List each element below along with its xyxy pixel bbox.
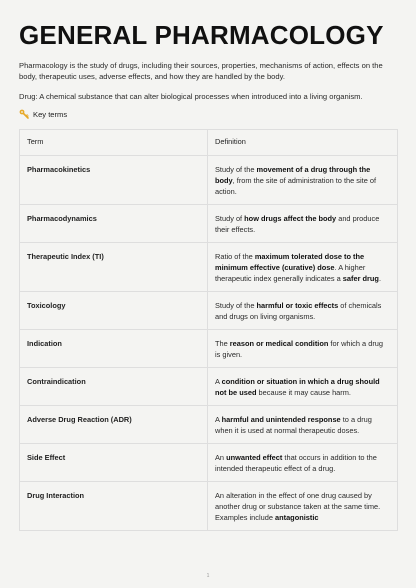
definition-cell xyxy=(208,368,398,406)
term-cell: Adverse Drug Reaction (ADR) xyxy=(20,406,208,444)
definition-cell xyxy=(208,243,398,292)
definition-emphasis: unwanted effect xyxy=(226,453,283,462)
definition-emphasis: reason or medical condition xyxy=(229,339,329,348)
definition-emphasis: condition or situation in which a drug should not be used xyxy=(215,377,380,397)
definition-text: The xyxy=(215,339,230,348)
definition-text: . A higher therapeutic index generally indicates a xyxy=(215,263,366,283)
table-row xyxy=(20,444,398,482)
definition-text: Study of the xyxy=(215,165,257,174)
definition-text: Study of xyxy=(215,214,245,223)
table-row xyxy=(20,243,398,292)
definition-text: , from the site of administration to the site of action. xyxy=(215,176,377,196)
term-cell: Therapeutic Index (TI) xyxy=(20,243,208,292)
key-terms-label: Key terms xyxy=(33,109,68,119)
page-title: GENERAL PHARMACOLOGY xyxy=(19,20,384,50)
term-cell: Drug Interaction xyxy=(20,482,208,531)
term-cell: Side Effect xyxy=(20,444,208,482)
definition-emphasis: maximum tolerated dose to the minimum effective (curative) dose xyxy=(215,252,365,272)
table-row xyxy=(20,406,398,444)
key-icon xyxy=(19,109,29,119)
definition-emphasis: safer drug xyxy=(342,274,379,283)
definition-cell xyxy=(208,205,398,243)
definition-cell xyxy=(208,444,398,482)
definition-emphasis: harmful and unintended response xyxy=(221,415,341,424)
term-cell: Indication xyxy=(20,330,208,368)
definition-text: An xyxy=(215,453,227,462)
definition-text: Study of the xyxy=(215,301,257,310)
page-number: 1 xyxy=(206,573,210,579)
term-cell: Toxicology xyxy=(20,292,208,330)
key-terms-table xyxy=(19,129,398,531)
intro-paragraph: Pharmacology is the study of drugs, including their sources, properties, mechanisms of action, effects on the body, therapeutic uses, adverse effects, and how they are handled by the body. xyxy=(19,61,383,81)
term-cell: Pharmacodynamics xyxy=(20,205,208,243)
definition-emphasis: how drugs affect the body xyxy=(244,214,337,223)
definition-text: that occurs in addition to the intended therapeutic effect of a drug. xyxy=(215,453,377,473)
definition-text: and produce their effects. xyxy=(215,214,380,234)
table-row xyxy=(20,292,398,330)
table-header-row xyxy=(20,130,398,156)
definition-text: Ratio of the xyxy=(215,252,255,261)
term-cell: Pharmacokinetics xyxy=(20,156,208,205)
definition-text: to a drug when it is used at normal therapeutic doses. xyxy=(215,415,372,435)
definition-cell xyxy=(208,406,398,444)
definition-text: . xyxy=(378,274,381,283)
definition-text: of chemicals and drugs on living organisms. xyxy=(215,301,382,321)
table-row xyxy=(20,482,398,531)
key-terms-heading xyxy=(19,109,397,119)
definition-column-header: Definition xyxy=(208,130,398,156)
drug-definition: Drug: A chemical substance that can alter biological processes when introduced into a living organism. xyxy=(19,92,363,101)
term-column-header: Term xyxy=(20,130,208,156)
definition-cell xyxy=(208,330,398,368)
table-row xyxy=(20,330,398,368)
definition-text: because it may cause harm. xyxy=(256,388,351,397)
table-row xyxy=(20,368,398,406)
definition-emphasis: antagonistic xyxy=(274,513,319,522)
table-row xyxy=(20,205,398,243)
definition-emphasis: harmful or toxic effects xyxy=(256,301,339,310)
definition-cell xyxy=(208,156,398,205)
term-cell: Contraindication xyxy=(20,368,208,406)
definition-text: An alteration in the effect of one drug caused by another drug or substance taken at the same time. Examples include xyxy=(215,491,381,522)
table-row xyxy=(20,156,398,205)
definition-emphasis: movement of a drug through the body xyxy=(215,165,371,185)
definition-text: A xyxy=(215,415,222,424)
definition-cell xyxy=(208,292,398,330)
definition-text: A xyxy=(215,377,222,386)
definition-text: for which a drug is given. xyxy=(215,339,383,359)
definition-cell xyxy=(208,482,398,531)
